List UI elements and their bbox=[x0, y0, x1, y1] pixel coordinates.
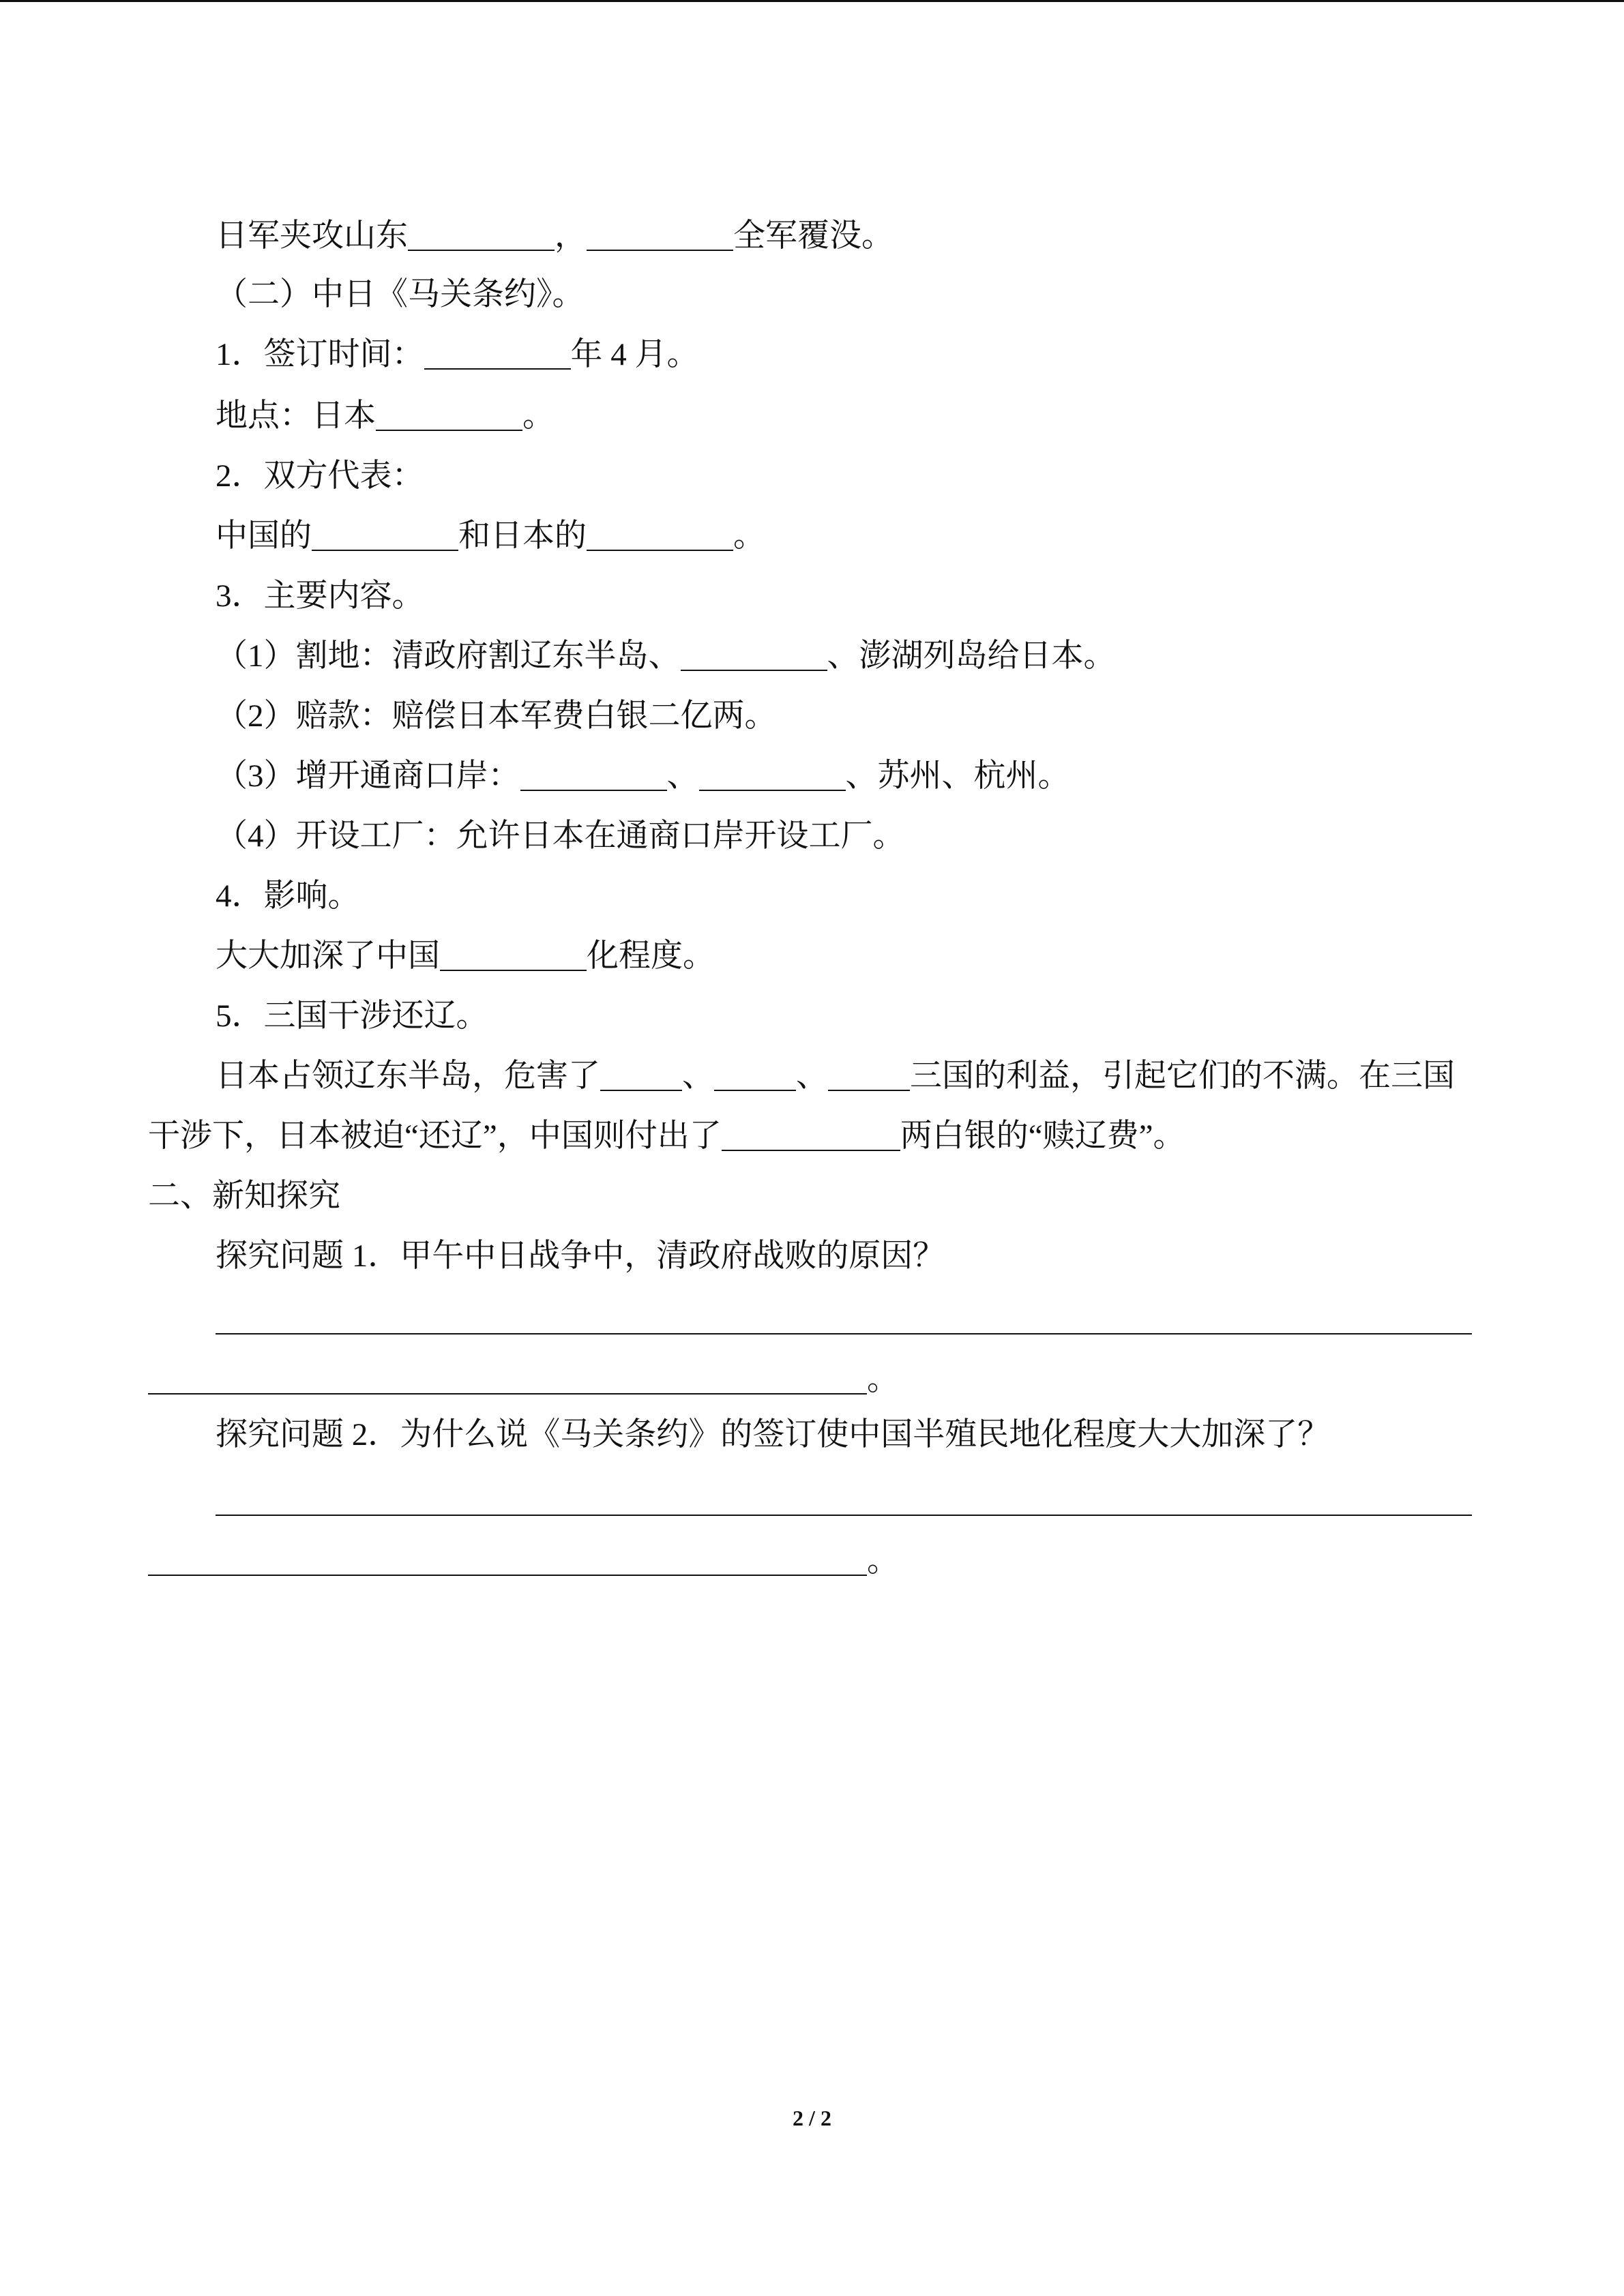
content-item-cession bbox=[216, 637, 1116, 675]
fill-blank bbox=[376, 402, 522, 431]
fill-blank bbox=[520, 762, 667, 791]
answer-line bbox=[148, 1547, 867, 1576]
answer-period: 。 bbox=[867, 1543, 899, 1579]
fill-blank bbox=[600, 1062, 682, 1091]
answer-line-end bbox=[148, 1360, 899, 1399]
fill-blank bbox=[714, 1062, 796, 1091]
impact-suffix: 化程度。 bbox=[587, 938, 715, 974]
intervention-heading: 5．三国干涉还辽。 bbox=[216, 998, 488, 1034]
answer-line bbox=[216, 1333, 1472, 1335]
fill-blank bbox=[828, 1062, 910, 1091]
fill-blank bbox=[681, 642, 827, 671]
fill-blank bbox=[312, 522, 458, 551]
fill-blank bbox=[424, 341, 571, 370]
china-rep-label: 中国的 bbox=[216, 518, 312, 554]
fill-blank bbox=[587, 522, 733, 551]
battle-suffix: 全军覆没。 bbox=[733, 218, 894, 254]
cession-prefix: （1）割地：清政府割辽东半岛、 bbox=[216, 638, 681, 674]
cession-suffix: 、澎湖列岛给日本。 bbox=[827, 638, 1116, 674]
content-heading: 3．主要内容。 bbox=[216, 578, 424, 614]
battle-line bbox=[216, 217, 894, 255]
representatives-heading: 2．双方代表： bbox=[216, 458, 424, 494]
separator: ， bbox=[555, 218, 587, 254]
intervention-line-2 bbox=[148, 1117, 1185, 1155]
intervention-line-1 bbox=[216, 1057, 1455, 1095]
intervention-line2-prefix: 干涉下，日本被迫“还辽”，中国则付出了 bbox=[148, 1118, 722, 1154]
signing-time-label: 1．签订时间： bbox=[216, 337, 424, 372]
exploration-question-2: 探究问题 2．为什么说《马关条约》的签订使中国半殖民地化程度大大加深了？ bbox=[216, 1417, 1330, 1452]
impact-heading: 4．影响。 bbox=[216, 878, 360, 914]
fill-blank bbox=[722, 1122, 900, 1151]
page-number: 2 / 2 bbox=[793, 2106, 831, 2130]
signing-time-line bbox=[216, 336, 699, 374]
intervention-line2-suffix: 两白银的“赎辽费”。 bbox=[900, 1118, 1185, 1154]
signing-time-suffix: 年 4 月。 bbox=[570, 337, 699, 372]
intervention-line1-prefix: 日本占领辽东半岛，危害了 bbox=[216, 1058, 600, 1094]
signing-place-line bbox=[216, 397, 555, 435]
separator: 、 bbox=[666, 758, 699, 794]
separator: 、 bbox=[796, 1058, 828, 1094]
ports-suffix: 、苏州、杭州。 bbox=[845, 758, 1070, 794]
ports-prefix: （3）增开通商口岸： bbox=[216, 758, 520, 794]
signing-place-suffix: 。 bbox=[522, 398, 555, 434]
separator: 、 bbox=[682, 1058, 714, 1094]
japan-rep-label: 和日本的 bbox=[458, 518, 587, 554]
content-item-indemnity: （2）赔款：赔偿日本军费白银二亿两。 bbox=[216, 698, 777, 734]
representatives-suffix: 。 bbox=[733, 518, 765, 554]
impact-line bbox=[216, 937, 715, 975]
answer-line bbox=[216, 1515, 1472, 1516]
page-top-border bbox=[0, 0, 1624, 2]
content-item-ports bbox=[216, 757, 1070, 795]
treaty-heading: （二）中日《马关条约》。 bbox=[216, 277, 585, 312]
impact-prefix: 大大加深了中国 bbox=[216, 938, 440, 974]
fill-blank bbox=[699, 762, 846, 791]
fill-blank bbox=[408, 222, 555, 251]
answer-period: 。 bbox=[867, 1362, 899, 1397]
exploration-heading: 二、新知探究 bbox=[148, 1178, 340, 1214]
content-item-factories: （4）开设工厂：允许日本在通商口岸开设工厂。 bbox=[216, 818, 905, 854]
exploration-question-1: 探究问题 1．甲午中日战争中，清政府战败的原因？ bbox=[216, 1238, 945, 1274]
representatives-line bbox=[216, 517, 765, 555]
signing-place-label: 地点：日本 bbox=[216, 398, 376, 434]
intervention-line1-suffix: 三国的利益，引起它们的不满。在三国 bbox=[910, 1058, 1455, 1094]
fill-blank bbox=[587, 222, 733, 251]
answer-line-end bbox=[148, 1542, 899, 1580]
answer-line bbox=[148, 1366, 867, 1395]
battle-prefix: 日军夹攻山东 bbox=[216, 218, 408, 254]
fill-blank bbox=[440, 942, 587, 971]
